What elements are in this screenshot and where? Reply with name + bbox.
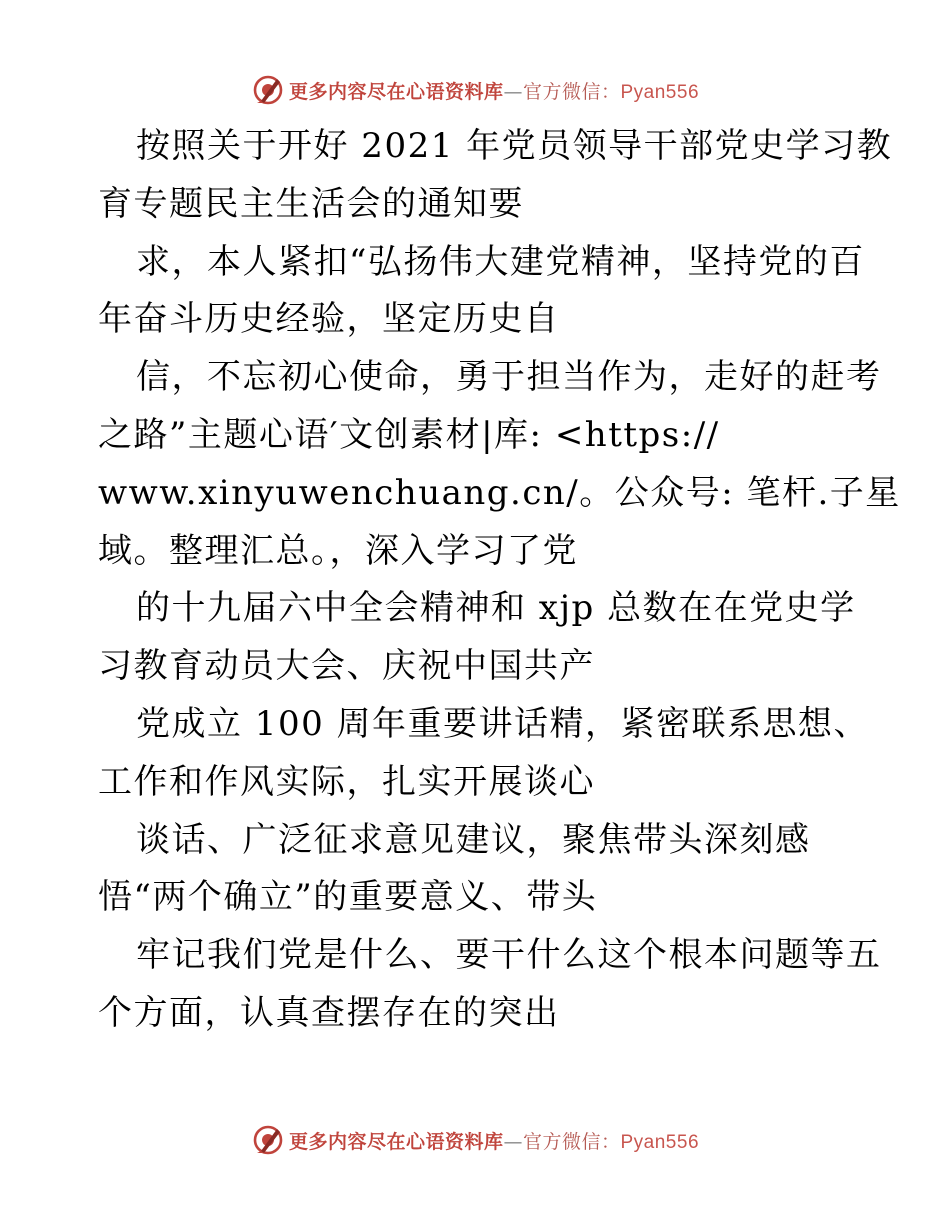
body-line: 育专题民主生活会的通知要	[98, 183, 524, 224]
body-line: 信，不忘初心使命，勇于担当作为，走好的赶考	[136, 357, 882, 398]
pen-logo-icon	[251, 1123, 285, 1157]
body-line: 党成立 100 周年重要讲话精，紧密联系思想、	[136, 703, 870, 744]
body-line: 悟“两个确立”的重要意义、带头	[98, 877, 598, 918]
body-line: www.xinyuwenchuang.cn/。公众号: 笔杆.子星	[98, 472, 901, 513]
watermark-official: 官方微信：	[522, 80, 621, 103]
watermark-main: 更多内容尽在心语资料库	[288, 80, 504, 103]
document-body	[98, 118, 901, 1043]
watermark-id: Pyan556	[620, 1131, 700, 1153]
body-line: 年奋斗历史经验，坚定历史自	[98, 299, 560, 340]
watermark-main: 更多内容尽在心语资料库	[288, 1130, 504, 1153]
footer-watermark	[0, 1120, 950, 1160]
watermark-text	[289, 1127, 699, 1154]
body-line: 牢记我们党是什么、要干什么这个根本问题等五	[136, 935, 882, 976]
watermark-official: 官方微信：	[522, 1130, 621, 1153]
body-line: 谈话、广泛征求意见建议，聚焦带头深刻感	[136, 819, 811, 860]
body-line: 的十九届六中全会精神和 xjp 总数在在党史学	[136, 588, 856, 629]
body-line: 求，本人紧扣“弘扬伟大建党精神，坚持党的百	[136, 241, 865, 282]
watermark-text	[289, 77, 699, 104]
watermark-separator: —	[503, 80, 523, 103]
body-line: 习教育动员大会、庆祝中国共产	[98, 646, 595, 687]
body-line: 个方面，认真查摆存在的突出	[98, 992, 560, 1033]
header-watermark	[0, 70, 950, 110]
body-line: 工作和作风实际，扎实开展谈心	[98, 761, 595, 802]
pen-logo-icon	[251, 73, 285, 107]
body-line: 之路”主题心语′文创素材|库: <https://	[98, 414, 720, 455]
watermark-separator: —	[503, 1130, 523, 1153]
body-line: 按照关于开好 2021 年党员领导干部党史学习教	[136, 126, 893, 166]
body-line: 域。整理汇总。，深入学习了党	[98, 530, 578, 571]
watermark-id: Pyan556	[620, 81, 700, 103]
